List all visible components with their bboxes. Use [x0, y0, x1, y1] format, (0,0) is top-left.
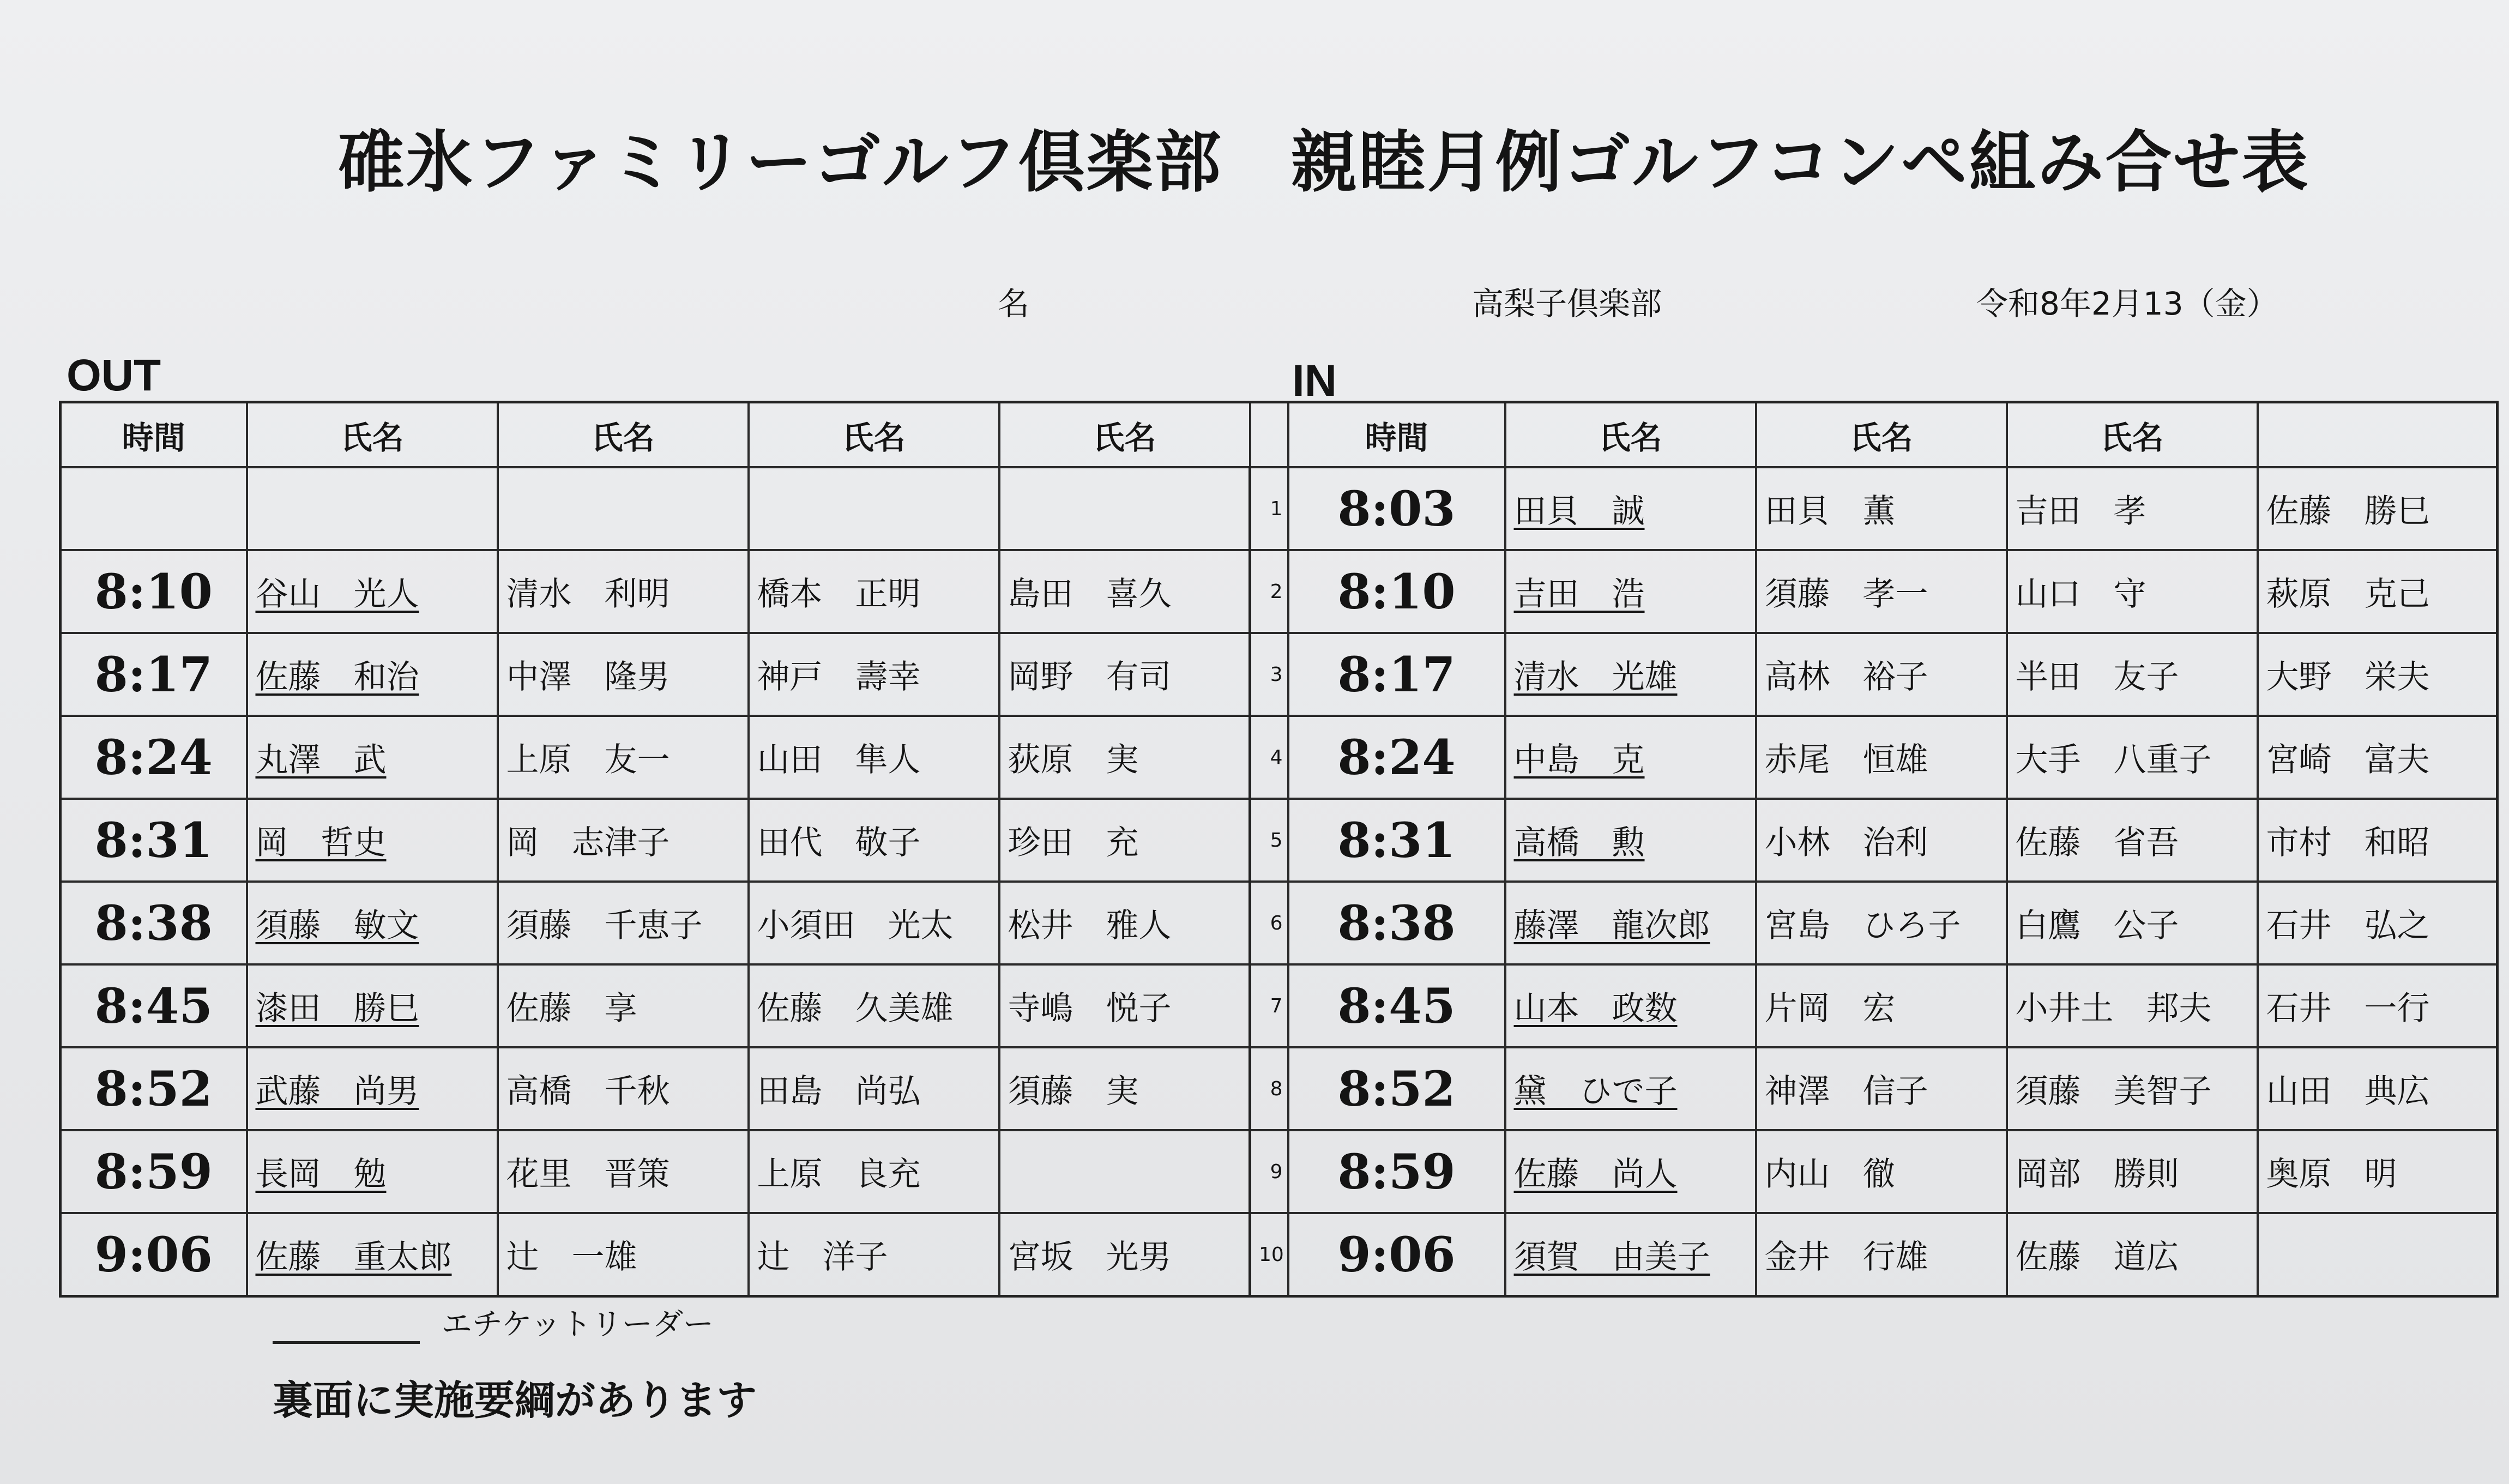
- in-player-name: 田貝 薫: [1756, 467, 2007, 550]
- in-tee-time: 8:10: [1288, 550, 1505, 633]
- in-player-name: 小井土 邦夫: [2007, 964, 2258, 1047]
- out-player-name: 上原 良充: [749, 1130, 999, 1213]
- table-row: [61, 467, 2498, 550]
- out-player-name: [247, 1130, 498, 1213]
- out-player-name: [247, 716, 498, 799]
- in-player-name: [1505, 1047, 1756, 1130]
- group-number: 2: [1250, 550, 1288, 633]
- out-player-name: 珍田 充: [999, 799, 1250, 882]
- in-player-name: 片岡 宏: [1756, 964, 2007, 1047]
- in-header-blank: [2258, 402, 2498, 468]
- out-player-name: 中澤 隆男: [498, 633, 749, 716]
- out-player-name: [247, 467, 498, 550]
- out-player-name: [247, 1213, 498, 1296]
- etiquette-label: エチケットリーダー: [442, 1307, 714, 1342]
- out-player-name: 佐藤 享: [498, 964, 749, 1047]
- out-tee-time: 8:31: [61, 799, 247, 882]
- in-player-name-text: 吉田 浩: [1513, 575, 1645, 613]
- out-player-name-text: 武藤 尚男: [255, 1072, 419, 1111]
- document-title: 碓氷ファミリーゴルフ倶楽部 親睦月例ゴルフコンペ組み合せ表: [338, 124, 2310, 201]
- out-player-name: 上原 友一: [498, 716, 749, 799]
- in-player-name: 白鷹 公子: [2007, 882, 2258, 964]
- in-player-name: [1505, 799, 1756, 882]
- in-header-name: 氏名: [2007, 402, 2258, 468]
- out-header-name: 氏名: [749, 402, 999, 468]
- out-player-name: 寺嶋 悦子: [999, 964, 1250, 1047]
- in-tee-time: 8:03: [1288, 467, 1505, 550]
- in-player-name: 石井 弘之: [2258, 882, 2498, 964]
- in-player-name-text: 佐藤 尚人: [1513, 1155, 1678, 1193]
- in-player-name: 大手 八重子: [2007, 716, 2258, 799]
- out-player-name: [247, 1047, 498, 1130]
- out-player-name: 佐藤 久美雄: [749, 964, 999, 1047]
- group-number: 5: [1250, 799, 1288, 882]
- in-tee-time: 8:45: [1288, 964, 1505, 1047]
- in-player-name-text: 藤澤 龍次郎: [1513, 907, 1710, 945]
- in-player-name: 吉田 孝: [2007, 467, 2258, 550]
- in-tee-time: 8:59: [1288, 1130, 1505, 1213]
- out-tee-time: [61, 467, 247, 550]
- out-player-name-text: 長岡 勉: [255, 1155, 387, 1193]
- group-number: 10: [1250, 1213, 1288, 1296]
- out-player-name-text: 谷山 光人: [255, 575, 419, 613]
- table-row: [61, 1130, 2498, 1213]
- table-row: [61, 550, 2498, 633]
- table-row: [61, 964, 2498, 1047]
- out-tee-time: 8:24: [61, 716, 247, 799]
- out-player-name: 岡野 有司: [999, 633, 1250, 716]
- in-player-name: 山田 典広: [2258, 1047, 2498, 1130]
- in-player-name-text: 清水 光雄: [1513, 658, 1678, 696]
- name-label: 名: [998, 285, 1030, 322]
- group-number: 8: [1250, 1047, 1288, 1130]
- in-player-name-text: 山本 政数: [1513, 990, 1678, 1028]
- out-player-name: [749, 467, 999, 550]
- out-player-name: [247, 633, 498, 716]
- group-number: 1: [1250, 467, 1288, 550]
- out-player-name: 辻 洋子: [749, 1213, 999, 1296]
- in-player-name: 赤尾 恒雄: [1756, 716, 2007, 799]
- in-player-name: 半田 友子: [2007, 633, 2258, 716]
- in-player-name: [2258, 1213, 2498, 1296]
- in-player-name: 市村 和昭: [2258, 799, 2498, 882]
- table-row: [61, 633, 2498, 716]
- in-tee-time: 8:38: [1288, 882, 1505, 964]
- out-tee-time: 8:17: [61, 633, 247, 716]
- out-player-name: 小須田 光太: [749, 882, 999, 964]
- in-player-name: 岡部 勝則: [2007, 1130, 2258, 1213]
- pairing-table: [59, 401, 2499, 1298]
- out-player-name: 田島 尚弘: [749, 1047, 999, 1130]
- in-tee-time: 9:06: [1288, 1213, 1505, 1296]
- in-player-name: 山口 守: [2007, 550, 2258, 633]
- out-player-name: [999, 1130, 1250, 1213]
- out-tee-time: 8:52: [61, 1047, 247, 1130]
- in-player-name: [1505, 716, 1756, 799]
- out-tee-time: 9:06: [61, 1213, 247, 1296]
- out-tee-time: 8:10: [61, 550, 247, 633]
- in-player-name: 小林 治利: [1756, 799, 2007, 882]
- in-player-name: 高林 裕子: [1756, 633, 2007, 716]
- club-name: 高梨子倶楽部: [1472, 285, 1662, 322]
- out-player-name: 島田 喜久: [999, 550, 1250, 633]
- group-number: 9: [1250, 1130, 1288, 1213]
- in-player-name: 佐藤 勝巳: [2258, 467, 2498, 550]
- out-player-name: [999, 467, 1250, 550]
- table-row: [61, 1047, 2498, 1130]
- out-player-name: 山田 隼人: [749, 716, 999, 799]
- in-tee-time: 8:31: [1288, 799, 1505, 882]
- in-player-name: [1505, 550, 1756, 633]
- out-player-name: 松井 雅人: [999, 882, 1250, 964]
- table-header-row: [61, 402, 2498, 468]
- in-player-name-text: 黛 ひで子: [1513, 1072, 1678, 1111]
- out-player-name: 高橋 千秋: [498, 1047, 749, 1130]
- out-player-name: 清水 利明: [498, 550, 749, 633]
- in-player-name: 石井 一行: [2258, 964, 2498, 1047]
- out-header-name: 氏名: [247, 402, 498, 468]
- group-number: 3: [1250, 633, 1288, 716]
- out-player-name: 宮坂 光男: [999, 1213, 1250, 1296]
- out-player-name: 荻原 実: [999, 716, 1250, 799]
- in-player-name: [1505, 964, 1756, 1047]
- in-player-name: 須藤 美智子: [2007, 1047, 2258, 1130]
- in-player-name: [1505, 882, 1756, 964]
- in-player-name: 萩原 克己: [2258, 550, 2498, 633]
- out-header-name: 氏名: [999, 402, 1250, 468]
- out-player-name: 須藤 千恵子: [498, 882, 749, 964]
- table-row: [61, 882, 2498, 964]
- in-header-time: 時間: [1288, 402, 1505, 468]
- in-player-name: 金井 行雄: [1756, 1213, 2007, 1296]
- out-tee-time: 8:45: [61, 964, 247, 1047]
- in-player-name-text: 高橋 勲: [1513, 824, 1645, 862]
- in-player-name: [1505, 1213, 1756, 1296]
- in-player-name: [1505, 467, 1756, 550]
- group-number: 4: [1250, 716, 1288, 799]
- table-row: [61, 1213, 2498, 1296]
- out-player-name: 田代 敬子: [749, 799, 999, 882]
- event-date: 令和8年2月13（金）: [1976, 285, 2278, 322]
- in-player-name: 神澤 信子: [1756, 1047, 2007, 1130]
- etiquette-leader-line: [273, 1300, 714, 1344]
- in-course-label: IN: [1292, 356, 1337, 406]
- footer-note: 裏面に実施要綱があります: [273, 1377, 757, 1424]
- out-player-name-text: 佐藤 重太郎: [255, 1238, 452, 1276]
- out-header-time: 時間: [61, 402, 247, 468]
- out-player-name: 辻 一雄: [498, 1213, 749, 1296]
- out-player-name: 橋本 正明: [749, 550, 999, 633]
- in-player-name: 奥原 明: [2258, 1130, 2498, 1213]
- out-player-name: 岡 志津子: [498, 799, 749, 882]
- out-player-name-text: 佐藤 和治: [255, 658, 419, 696]
- group-number: 6: [1250, 882, 1288, 964]
- out-player-name: [247, 550, 498, 633]
- in-player-name: 大野 栄夫: [2258, 633, 2498, 716]
- out-player-name: [498, 467, 749, 550]
- out-player-name-text: 須藤 敏文: [255, 907, 419, 945]
- out-player-name-text: 丸澤 武: [255, 741, 387, 779]
- in-header-name: 氏名: [1756, 402, 2007, 468]
- in-player-name-text: 田貝 誠: [1513, 492, 1645, 530]
- group-number: 7: [1250, 964, 1288, 1047]
- out-player-name: [247, 799, 498, 882]
- table-row: [61, 799, 2498, 882]
- in-player-name: 宮島 ひろ子: [1756, 882, 2007, 964]
- out-player-name: 神戸 壽幸: [749, 633, 999, 716]
- in-tee-time: 8:52: [1288, 1047, 1505, 1130]
- out-header-name: 氏名: [498, 402, 749, 468]
- in-player-name: 佐藤 省吾: [2007, 799, 2258, 882]
- out-player-name: 須藤 実: [999, 1047, 1250, 1130]
- in-tee-time: 8:24: [1288, 716, 1505, 799]
- out-player-name: [247, 964, 498, 1047]
- in-player-name-text: 中島 克: [1513, 741, 1645, 779]
- in-header-name: 氏名: [1505, 402, 1756, 468]
- out-tee-time: 8:59: [61, 1130, 247, 1213]
- in-player-name: 宮崎 富夫: [2258, 716, 2498, 799]
- out-course-label: OUT: [67, 351, 161, 400]
- in-tee-time: 8:17: [1288, 633, 1505, 716]
- in-player-name: [1505, 633, 1756, 716]
- in-player-name: [1505, 1130, 1756, 1213]
- out-player-name-text: 岡 哲史: [255, 824, 387, 862]
- out-player-name: [247, 882, 498, 964]
- out-tee-time: 8:38: [61, 882, 247, 964]
- in-player-name: 内山 徹: [1756, 1130, 2007, 1213]
- in-player-name: 佐藤 道広: [2007, 1213, 2258, 1296]
- etiquette-blank: [273, 1319, 420, 1344]
- out-player-name: 花里 晋策: [498, 1130, 749, 1213]
- out-player-name-text: 漆田 勝巳: [255, 990, 419, 1028]
- group-number-header: [1250, 402, 1288, 468]
- in-player-name: 須藤 孝一: [1756, 550, 2007, 633]
- table-row: [61, 716, 2498, 799]
- in-player-name-text: 須賀 由美子: [1513, 1238, 1710, 1276]
